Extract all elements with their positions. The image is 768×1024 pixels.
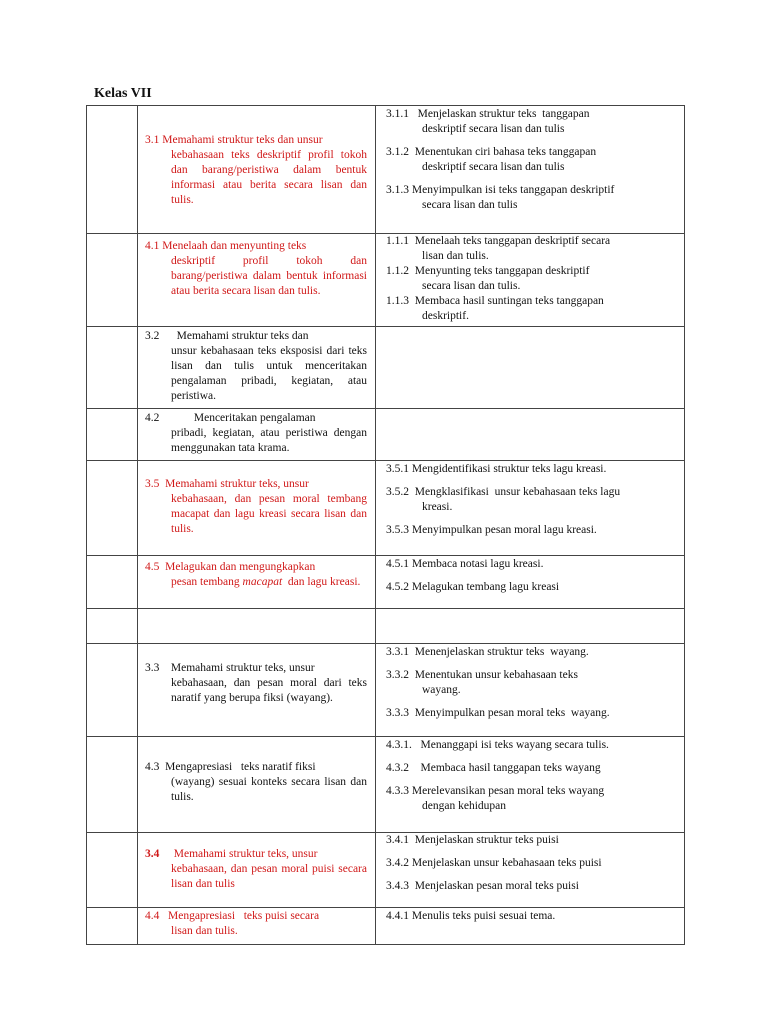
empty-cell [87, 556, 138, 609]
kd-cell [138, 461, 376, 556]
kd-text: (wayang) sesuai konteks secara lisan dan tulis. [171, 776, 367, 803]
empty-cell [87, 644, 138, 737]
empty-cell [87, 461, 138, 556]
indicator-item: 3.4.3 Menjelaskan pesan moral teks puisi [386, 880, 579, 892]
table-row [87, 908, 685, 945]
kd-text-lead: Melagukan dan mengungkapkan [165, 561, 316, 573]
table-row [87, 234, 685, 327]
indicator-item: 3.1.3 Menyimpulkan isi teks tanggapan deskriptif secara lisan dan tulis [386, 184, 615, 211]
empty-cell [87, 737, 138, 833]
kd-text-lead: Memahami struktur teks, unsur [165, 478, 309, 490]
empty-cell [87, 327, 138, 409]
table-row [87, 644, 685, 737]
kd-cell [138, 556, 376, 609]
kd-text: kebahasaan, dan pesan moral puisi secara lisan dan tulis [171, 863, 367, 890]
indicator-item: 1.1.3 Membaca hasil suntingan teks tanggapan deskriptif. [386, 295, 604, 322]
kd-cell [138, 644, 376, 737]
indicator-cell [376, 461, 685, 556]
kd-cell [138, 106, 376, 234]
kd-text: pesan tembang macapat dan lagu kreasi. [171, 576, 361, 588]
empty-cell [87, 106, 138, 234]
empty-cell [87, 833, 138, 908]
kd-text: kebahasaan, dan pesan moral dari teks naratif yang berupa fiksi (wayang). [171, 677, 367, 704]
kd-text-lead: Memahami struktur teks dan unsur [162, 134, 323, 146]
indicator-item: 3.4.1 Menjelaskan struktur teks puisi [386, 834, 559, 846]
indicator-item: 1.1.1 Menelaah teks tanggapan deskriptif secara lisan dan tulis. [386, 235, 611, 262]
indicator-item: 3.1.2 Menentukan ciri bahasa teks tanggapan deskriptif secara lisan dan tulis [386, 146, 597, 173]
indicator-item: 3.5.3 Menyimpulkan pesan moral lagu kreasi. [386, 524, 597, 536]
empty-cell [87, 609, 138, 644]
kd-cell [138, 409, 376, 461]
kd-cell [138, 908, 376, 945]
kd-text-lead: Menceritakan pengalaman [193, 412, 316, 424]
indicator-item: 3.1.1 Menjelaskan struktur teks tanggapan deskriptif secara lisan dan tulis [386, 108, 590, 135]
kd-text: pribadi, kegiatan, atau peristiwa dengan menggunakan tata krama. [171, 427, 367, 454]
kd-text: lisan dan tulis. [171, 925, 238, 937]
empty-cell [87, 234, 138, 327]
indicator-item: 3.5.1 Mengidentifikasi struktur teks lagu kreasi. [386, 463, 607, 475]
kd-cell [138, 737, 376, 833]
indicator-item: 3.3.3 Menyimpulkan pesan moral teks wayang. [386, 707, 610, 719]
table-row [87, 409, 685, 461]
indicator-cell [376, 644, 685, 737]
kd-text-lead: Memahami struktur teks, unsur [173, 848, 318, 860]
indicator-item: 3.3.2 Menentukan unsur kebahasaan teks wayang. [386, 669, 578, 696]
kd-text: kebahasaan, dan pesan moral tembang macapat dan lagu kreasi secara lisan dan tulis. [171, 493, 367, 535]
kd-number: 3.1 [145, 134, 160, 146]
kd-number: 3.4 [145, 848, 160, 860]
table-row [87, 106, 685, 234]
kd-text: unsur kebahasaan teks eksposisi dari teks lisan dan tulis untuk menceritakan pengalaman pribadi, kegiatan, atau peristiwa. [171, 345, 367, 402]
table-row [87, 327, 685, 409]
indicator-item: 4.5.2 Melagukan tembang lagu kreasi [386, 581, 560, 593]
indicator-cell [376, 106, 685, 234]
kd-text-lead: Mengapresiasi teks naratif fiksi [165, 761, 316, 773]
indicator-cell [376, 833, 685, 908]
kd-text-lead: Memahami struktur teks, unsur [170, 662, 315, 674]
indicator-item: 4.5.1 Membaca notasi lagu kreasi. [386, 558, 544, 570]
page-title: Kelas VII [94, 86, 152, 101]
kd-number: 4.4 [145, 910, 160, 922]
indicator-item: 1.1.2 Menyunting teks tanggapan deskriptif secara lisan dan tulis. [386, 265, 590, 292]
indicator-item: 4.3.3 Merelevansikan pesan moral teks wayang dengan kehidupan [386, 785, 605, 812]
kd-cell [138, 327, 376, 409]
empty-cell [376, 609, 685, 644]
indicator-cell [376, 327, 685, 409]
table-row [87, 461, 685, 556]
indicator-cell [376, 556, 685, 609]
kd-number: 4.1 [145, 240, 160, 252]
kd-number: 3.5 [145, 478, 160, 490]
indicator-cell [376, 737, 685, 833]
kd-number: 4.3 [145, 761, 160, 773]
indicator-item: 3.5.2 Mengklasifikasi unsur kebahasaan teks lagu kreasi. [386, 486, 621, 513]
indicator-cell [376, 409, 685, 461]
indicator-cell [376, 234, 685, 327]
indicator-item: 3.4.2 Menjelaskan unsur kebahasaan teks puisi [386, 857, 602, 869]
table-row [87, 833, 685, 908]
kd-cell [138, 833, 376, 908]
kd-text-lead: Menelaah dan menyunting teks [162, 240, 307, 252]
kd-text-lead: Memahami struktur teks dan [176, 330, 309, 342]
kd-text: kebahasaan teks deskriptif profil tokoh dan barang/peristiwa dalam bentuk informasi atau berita secara lisan dan tulis. [171, 149, 367, 206]
kd-number: 3.2 [145, 330, 160, 342]
competency-table [86, 105, 685, 945]
kd-number: 4.2 [145, 412, 160, 424]
table-row [87, 609, 685, 644]
kd-cell [138, 234, 376, 327]
kd-number: 3.3 [145, 662, 160, 674]
indicator-cell [376, 908, 685, 945]
kd-text: deskriptif profil tokoh dan barang/peristiwa dalam bentuk informasi atau berita secara lisan dan tulis. [171, 255, 367, 297]
table-row [87, 737, 685, 833]
empty-cell [87, 908, 138, 945]
empty-cell [87, 409, 138, 461]
empty-cell [138, 609, 376, 644]
indicator-item: 4.4.1 Menulis teks puisi sesuai tema. [386, 910, 556, 922]
kd-text-lead: Mengapresiasi teks puisi secara [168, 910, 320, 922]
table-row [87, 556, 685, 609]
kd-number: 4.5 [145, 561, 160, 573]
indicator-item: 4.3.2 Membaca hasil tanggapan teks wayang [386, 762, 601, 774]
indicator-item: 3.3.1 Menenjelaskan struktur teks wayang. [386, 646, 589, 658]
indicator-item: 4.3.1. Menanggapi isi teks wayang secara tulis. [386, 739, 609, 751]
